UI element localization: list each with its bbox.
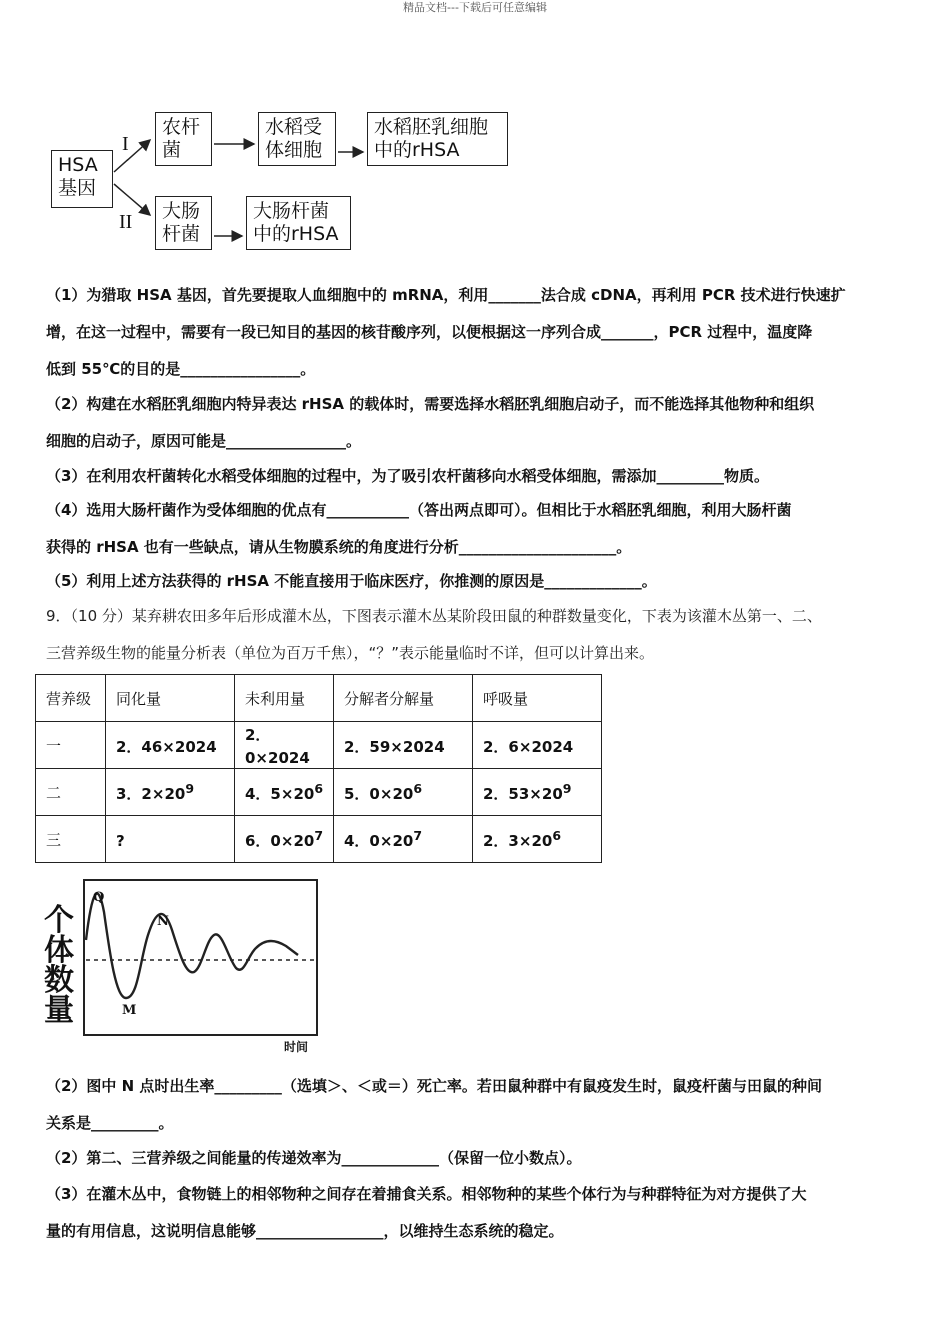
y-axis-label-char: 数 (44, 963, 74, 998)
text-line: 增，在这一过程中，需要有一段已知目的基因的核苷酸序列，以便根据这一序列合成_______，PCR 过程中，温度降 (46, 323, 813, 341)
route-2-label: II (119, 211, 133, 233)
y-axis-label-char: 个 (44, 903, 74, 938)
cell-value: 2．46×2024 (116, 737, 217, 756)
y-axis-label-char: 体 (44, 933, 74, 968)
point-n-label: N (157, 914, 169, 929)
text-line: 细胞的启动子，原因可能是________________。 (46, 432, 362, 450)
cell-value: 4．5×20 (245, 784, 315, 803)
box-line: 体细胞 (265, 139, 323, 161)
cell-value: 3．2×20 (116, 784, 186, 803)
y-axis-label-char: 量 (44, 993, 74, 1028)
text-line: 三营养级生物的能量分析表（单位为百万千焦），“？”表示能量临时不详，但可以计算出来。 (46, 644, 655, 662)
text-line: 低到 55℃的目的是________________。 (46, 360, 316, 378)
q9-part-2b (46, 1140, 908, 1177)
cell-value: 6．0×20 (245, 831, 315, 850)
point-m-label: M (122, 1003, 137, 1018)
text-line: （5）利用上述方法获得的 rHSA 不能直接用于临床医疗，你推测的原因是_____________。 (46, 572, 657, 590)
text-line: （3）在利用农杆菌转化水稻受体细胞的过程中，为了吸引农杆菌移向水稻受体细胞，需添加_________物质。 (46, 467, 769, 485)
box-line: 水稻受 (265, 116, 323, 138)
text-line: （1）为猎取 HSA 基因，首先要提取人血细胞中的 mRNA，利用_______法合成 cDNA，再利用 PCR 技术进行快速扩 (46, 286, 846, 304)
text-line: （3）在灌木丛中，食物链上的相邻物种之间存在着捕食关系。相邻物种的某些个体行为与种群特征为对方提供了大 (46, 1185, 807, 1203)
page-header: 精品文档---下载后可任意编辑 (403, 1, 547, 14)
table-header: 分解者分解量 (334, 675, 473, 722)
cell-exponent: 9 (562, 780, 572, 796)
cell-value: 4．0×20 (344, 831, 414, 850)
text-line: 量的有用信息，这说明信息能够_________________，以维持生态系统的稳定。 (46, 1222, 564, 1240)
box-line: 农杆 (162, 116, 201, 138)
text-line: （2）图中 N 点时出生率_________（选填＞、＜或＝）死亡率。若田鼠种群中有鼠疫发生时，鼠疫杆菌与田鼠的种间 (46, 1077, 822, 1095)
table-header: 营养级 (36, 675, 106, 722)
level-cell: 二 (36, 769, 106, 816)
cell-value: 2．3×20 (483, 831, 553, 850)
box-line: 基因 (58, 177, 97, 199)
box-line: HSA (58, 154, 98, 176)
box-line: 菌 (162, 139, 182, 161)
text-line: 获得的 rHSA 也有一些缺点，请从生物膜系统的角度进行分析_____________________。 (46, 538, 632, 556)
box-line: 大肠 (162, 200, 201, 222)
population-curve (86, 894, 298, 998)
text-line: （4）选用大肠杆菌作为受体细胞的优点有___________（答出两点即可）。但相比于水稻胚乳细胞，利用大肠杆菌 (46, 501, 792, 519)
text-line: 关系是_________。 (46, 1114, 174, 1132)
cell-value: ? (116, 832, 125, 850)
table-header: 同化量 (106, 675, 235, 722)
text-line: （2）构建在水稻胚乳细胞内特异表达 rHSA 的载体时，需要选择水稻胚乳细胞启动子，而不能选择其他物种和组织 (46, 395, 815, 413)
box-line: 杆菌 (162, 223, 201, 245)
cell-exponent: 6 (413, 780, 423, 796)
cell-value: 2．6×2024 (483, 737, 574, 756)
q9-part-3 (46, 1176, 908, 1250)
point-q-label: Q (93, 890, 105, 905)
cell-value: 2．0×2024 (245, 725, 310, 767)
cell-exponent: 6 (314, 780, 324, 796)
cell-value: 5．0×20 (344, 784, 414, 803)
cell-value: 2．59×2024 (344, 737, 445, 756)
box-line: 中的rHSA (374, 139, 460, 161)
route-1-label: I (122, 133, 129, 155)
cell-exponent: 7 (314, 827, 324, 843)
cell-exponent: 7 (413, 827, 423, 843)
level-cell: 一 (36, 722, 106, 769)
level-cell: 三 (36, 816, 106, 863)
table-header: 未利用量 (235, 675, 334, 722)
box-line: 大肠杆菌 (253, 200, 330, 222)
box-line: 水稻胚乳细胞 (374, 116, 489, 138)
text-line: 9．（10 分）某弃耕农田多年后形成灌木丛，下图表示灌木丛某阶段田鼠的种群数量变化，下表为该灌木丛第一、二、 (46, 607, 822, 625)
cell-exponent: 9 (185, 780, 195, 796)
q9-part-2a (46, 1068, 908, 1142)
cell-exponent: 6 (552, 827, 562, 843)
cell-value: 2．53×20 (483, 784, 563, 803)
text-line: （2）第二、三营养级之间能量的传递效率为_____________（保留一位小数点）。 (46, 1149, 582, 1167)
table-header: 呼吸量 (473, 675, 602, 722)
x-axis-label: 时间 (284, 1040, 309, 1054)
box-line: 中的rHSA (253, 223, 339, 245)
